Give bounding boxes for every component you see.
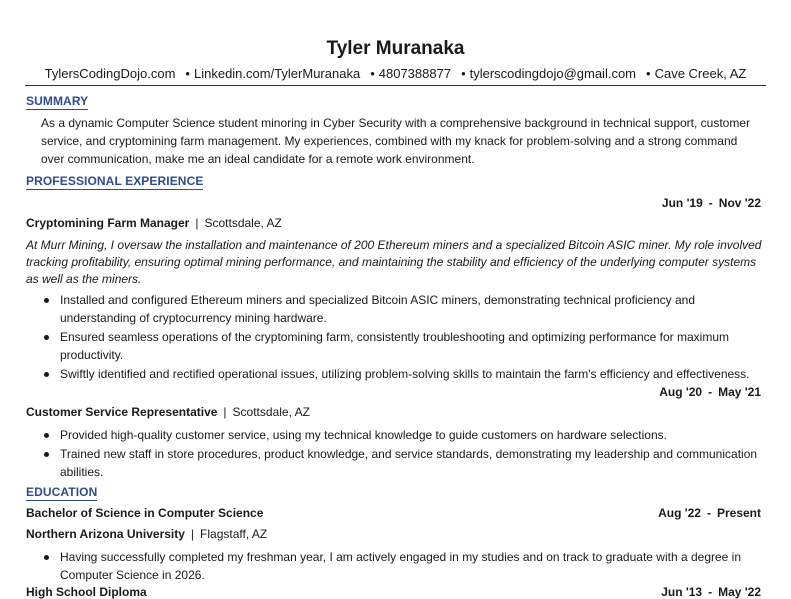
job-description: At Murr Mining, I oversaw the installation and maintenance of 200 Ethereum miners and a specialized Bitcoin ASIC miner. My role involved tracking profitability, ensuring optimal mining performance, and maintaining the stability and efficiency of the underlying computer systems as well as the miners. — [26, 238, 762, 286]
bullet-text: Trained new staff in store procedures, product knowledge, and service standards, demonstrating my leadership and communication abilities. — [60, 447, 758, 479]
job-bullets — [26, 291, 762, 384]
contact-separator: • — [370, 66, 375, 81]
bullet-icon — [44, 433, 49, 438]
job-title: Cryptomining Farm Manager — [26, 216, 190, 230]
job-dates — [659, 385, 761, 399]
bullet-text: Provided high-quality customer service, using my technical knowledge to guide customers on hardware selections. — [60, 428, 667, 442]
experience-heading: PROFESSIONAL EXPERIENCE — [26, 174, 204, 188]
education-dates — [658, 506, 761, 520]
education-dates — [661, 585, 761, 599]
list-item — [26, 548, 762, 584]
list-item — [26, 328, 762, 364]
linkedin-link[interactable]: Linkedin.com/TylerMuranaka — [193, 66, 361, 81]
contact-separator: • — [646, 66, 651, 81]
date-dash: - — [708, 385, 713, 399]
school-location: Flagstaff, AZ — [200, 527, 268, 541]
education-bullets — [26, 548, 762, 585]
job-location: Scottsdale, AZ — [204, 216, 282, 230]
bullet-icon — [44, 452, 49, 457]
education-start-date: Aug '22 — [658, 506, 701, 520]
education-end-date: Present — [716, 506, 761, 520]
summary-heading: SUMMARY — [26, 94, 89, 108]
bullet-text: Swiftly identified and rectified operational issues, utilizing problem-solving skills to maintain the farm's efficiency and effectiveness. — [60, 367, 750, 381]
job-title: Customer Service Representative — [26, 405, 218, 419]
date-dash: - — [706, 506, 711, 520]
bullet-icon — [44, 298, 49, 303]
date-dash: - — [708, 196, 713, 210]
date-dash: - — [708, 585, 713, 599]
bullet-text: Ensured seamless operations of the cryptomining farm, consistently troubleshooting and optimizing performance for maximum productivity. — [60, 330, 729, 362]
list-item — [26, 365, 762, 383]
school-line — [26, 527, 267, 541]
location-text: Cave Creek, AZ — [654, 66, 747, 81]
bullet-text: Installed and configured Ethereum miners and specialized Bitcoin ASIC miners, demonstrating technical proficiency and understanding of cryptocurrency mining hardware. — [60, 293, 696, 325]
bullet-icon — [44, 555, 49, 560]
role-separator: | — [223, 405, 227, 419]
job-dates — [662, 196, 761, 210]
role-separator: | — [190, 527, 195, 541]
school-name: Northern Arizona University — [26, 527, 185, 541]
education-end-date: May '22 — [718, 585, 761, 599]
job-start-date: Jun '19 — [661, 196, 703, 210]
job-end-date: Nov '22 — [718, 196, 761, 210]
website-link[interactable]: TylersCodingDojo.com — [44, 66, 176, 81]
candidate-name: Tyler Muranaka — [326, 38, 465, 59]
list-item — [26, 426, 762, 444]
summary-text: As a dynamic Computer Science student minoring in Cyber Security with a comprehensive background in technical support, customer service, and cryptomining farm management. My experiences, combined with my knack for problem-solving and a strong command over communication, make me an ideal candidate for a remote work environment. — [41, 116, 751, 166]
job-start-date: Aug '20 — [659, 385, 703, 399]
phone-number: 4807388877 — [378, 66, 452, 81]
bullet-icon — [44, 335, 49, 340]
email-link[interactable]: tylerscodingdojo@gmail.com — [469, 66, 637, 81]
degree-title: High School Diploma — [26, 585, 147, 599]
contact-separator: • — [461, 66, 466, 81]
list-item — [26, 291, 762, 327]
contact-line — [0, 66, 791, 81]
job-bullets — [26, 426, 762, 482]
job-end-date: May '21 — [718, 385, 761, 399]
job-location: Scottsdale, AZ — [232, 405, 310, 419]
header-divider — [25, 85, 766, 86]
education-heading: EDUCATION — [26, 485, 98, 499]
bullet-icon — [44, 372, 49, 377]
bullet-text: Having successfully completed my freshman year, I am actively engaged in my studies and on track to graduate with a degree in Computer Science in 2026. — [60, 550, 742, 582]
education-start-date: Jun '13 — [661, 585, 703, 599]
job-role — [26, 216, 282, 230]
contact-separator: • — [185, 66, 190, 81]
role-separator: | — [195, 216, 199, 230]
job-role — [26, 405, 310, 419]
list-item — [26, 445, 762, 481]
degree-title: Bachelor of Science in Computer Science — [26, 506, 264, 520]
